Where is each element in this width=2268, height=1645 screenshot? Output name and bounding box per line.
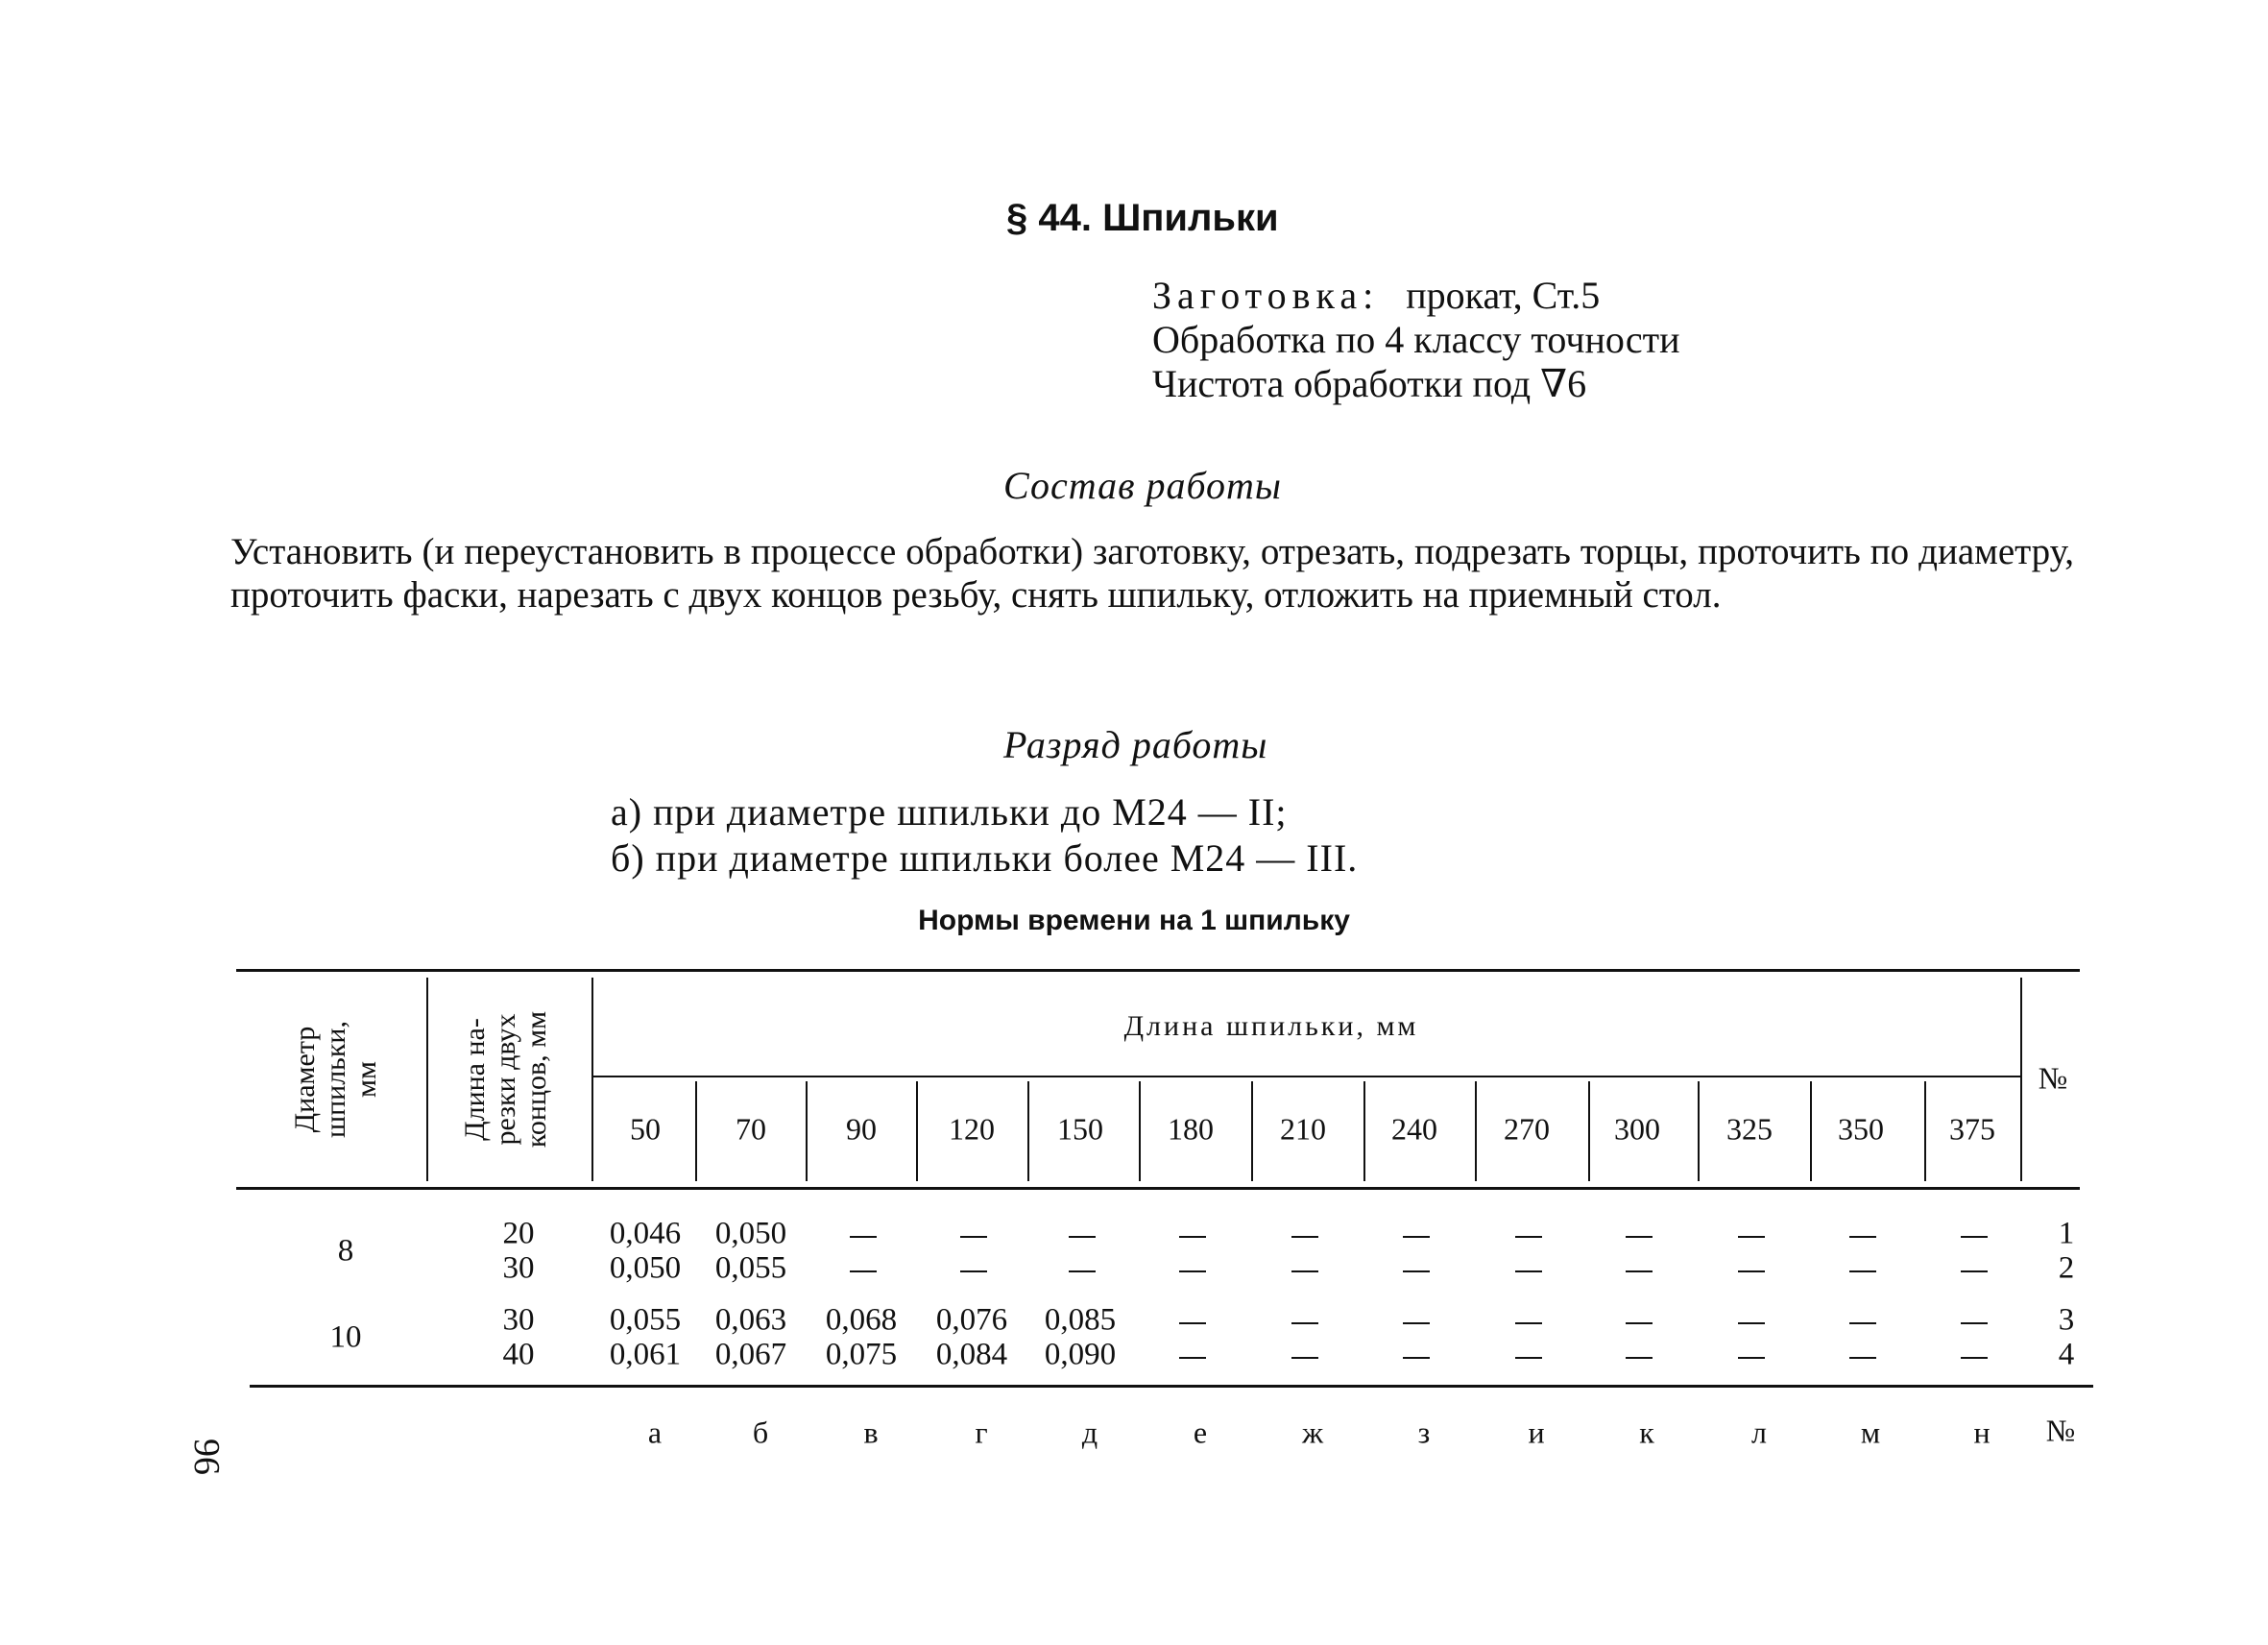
letters-number-sign: №: [2045, 1413, 2076, 1448]
empty-cell-dash: [850, 1236, 877, 1238]
time-norm-value: 0,055: [609, 1302, 682, 1338]
diameter-value: 8: [337, 1233, 354, 1269]
row-number: 2: [2058, 1250, 2075, 1286]
spec-finish-line: Чистота обработки под ∇6: [1152, 362, 1587, 405]
column-letter: к: [1639, 1415, 1654, 1450]
empty-cell-dash: [1179, 1270, 1206, 1272]
length-column-header: 300: [1614, 1111, 1660, 1147]
empty-cell-dash: [1515, 1270, 1542, 1272]
length-column-header: 50: [630, 1111, 661, 1147]
time-norm-value: 0,068: [825, 1302, 898, 1338]
empty-cell-dash: [850, 1270, 877, 1272]
empty-cell-dash: [1403, 1270, 1430, 1272]
column-letter: г: [975, 1415, 988, 1450]
column-divider: [806, 1081, 808, 1181]
time-norm-value: 0,050: [609, 1250, 682, 1286]
empty-cell-dash: [1179, 1322, 1206, 1324]
spec-blank-label: Заготовка:: [1152, 274, 1380, 317]
table-bottom-rule: [250, 1385, 2093, 1388]
length-column-header: 70: [736, 1111, 766, 1147]
length-column-header: 270: [1504, 1111, 1550, 1147]
time-norm-value: 0,084: [935, 1337, 1008, 1372]
spec-accuracy-line: Обработка по 4 классу точности: [1152, 318, 1680, 361]
column-letter: л: [1751, 1415, 1767, 1450]
column-divider: [916, 1081, 918, 1181]
empty-cell-dash: [1626, 1270, 1653, 1272]
empty-cell-dash: [1291, 1270, 1318, 1272]
column-divider: [1139, 1081, 1141, 1181]
empty-cell-dash: [1738, 1270, 1765, 1272]
empty-cell-dash: [1403, 1322, 1430, 1324]
time-norm-value: 0,090: [1044, 1337, 1117, 1372]
empty-cell-dash: [1738, 1236, 1765, 1238]
spec-blank-material: прокат, Ст.5: [1406, 274, 1601, 317]
time-norm-value: 0,055: [714, 1250, 787, 1286]
empty-cell-dash: [960, 1236, 987, 1238]
spec-blank-line: [1152, 273, 1600, 318]
empty-cell-dash: [1291, 1322, 1318, 1324]
column-divider: [1588, 1081, 1590, 1181]
empty-cell-dash: [1849, 1236, 1876, 1238]
page-number: 96: [186, 1439, 227, 1475]
table-top-rule: [236, 969, 2080, 972]
header-number: №: [2038, 1060, 2068, 1096]
empty-cell-dash: [1515, 1322, 1542, 1324]
empty-cell-dash: [1738, 1322, 1765, 1324]
column-letter: з: [1417, 1415, 1431, 1450]
column-divider: [1251, 1081, 1253, 1181]
length-column-header: 150: [1057, 1111, 1103, 1147]
empty-cell-dash: [1626, 1322, 1653, 1324]
time-norm-value: 0,046: [609, 1216, 682, 1251]
empty-cell-dash: [1403, 1357, 1430, 1359]
time-norm-value: 0,050: [714, 1216, 787, 1251]
header-diameter: Диаметр шпильки, мм: [289, 1021, 382, 1138]
header-thread-length: Длина на- резки двух концов, мм: [459, 1010, 552, 1149]
column-letter: ж: [1301, 1415, 1324, 1450]
length-column-header: 325: [1726, 1111, 1773, 1147]
diameter-value: 10: [329, 1319, 362, 1355]
empty-cell-dash: [1291, 1236, 1318, 1238]
time-norm-value: 0,063: [714, 1302, 787, 1338]
thread-length-value: 30: [502, 1302, 535, 1338]
thread-length-value: 40: [502, 1337, 535, 1372]
empty-cell-dash: [1626, 1357, 1653, 1359]
empty-cell-dash: [1291, 1357, 1318, 1359]
column-letter: б: [752, 1415, 769, 1450]
column-letter: д: [1081, 1415, 1098, 1450]
column-divider: [1810, 1081, 1812, 1181]
empty-cell-dash: [1515, 1357, 1542, 1359]
grade-line-a: а) при диаметре шпильки до М24 — II;: [611, 790, 1288, 834]
length-column-header: 120: [949, 1111, 995, 1147]
length-column-header: 350: [1838, 1111, 1884, 1147]
length-column-header: 180: [1168, 1111, 1214, 1147]
thread-length-value: 30: [502, 1250, 535, 1286]
empty-cell-dash: [1738, 1357, 1765, 1359]
empty-cell-dash: [1179, 1357, 1206, 1359]
length-column-header: 240: [1391, 1111, 1437, 1147]
empty-cell-dash: [1961, 1236, 1988, 1238]
grade-heading: Разряд работы: [1003, 723, 1268, 766]
length-column-header: 90: [846, 1111, 877, 1147]
empty-cell-dash: [1849, 1357, 1876, 1359]
empty-cell-dash: [1626, 1236, 1653, 1238]
empty-cell-dash: [960, 1270, 987, 1272]
column-letter: в: [863, 1415, 879, 1450]
empty-cell-dash: [1069, 1270, 1096, 1272]
column-divider: [1027, 1081, 1029, 1181]
length-header-rule: [591, 1076, 2020, 1077]
time-norm-value: 0,085: [1044, 1302, 1117, 1338]
column-divider: [1698, 1081, 1700, 1181]
table-title: Нормы времени на 1 шпильку: [918, 905, 1350, 936]
divider-thread: [591, 978, 593, 1181]
column-letter: и: [1528, 1415, 1545, 1450]
empty-cell-dash: [1179, 1236, 1206, 1238]
column-letter: м: [1860, 1415, 1881, 1450]
header-bottom-rule: [236, 1187, 2080, 1190]
empty-cell-dash: [1961, 1322, 1988, 1324]
empty-cell-dash: [1403, 1236, 1430, 1238]
divider-number: [2020, 978, 2022, 1181]
divider-diameter: [426, 978, 428, 1181]
section-title: § 44. Шпильки: [1006, 197, 1279, 239]
row-number: 3: [2058, 1302, 2075, 1338]
row-number: 1: [2058, 1216, 2075, 1251]
column-divider: [695, 1081, 697, 1181]
time-norm-value: 0,075: [825, 1337, 898, 1372]
column-letter: н: [1973, 1415, 1991, 1450]
time-norm-value: 0,067: [714, 1337, 787, 1372]
work-heading: Состав работы: [1003, 464, 1283, 507]
empty-cell-dash: [1961, 1357, 1988, 1359]
time-norm-value: 0,061: [609, 1337, 682, 1372]
column-letter: а: [647, 1415, 663, 1450]
empty-cell-dash: [1515, 1236, 1542, 1238]
column-divider: [1924, 1081, 1926, 1181]
grade-line-b: б) при диаметре шпильки более М24 — III.: [611, 836, 1359, 880]
length-column-header: 210: [1280, 1111, 1326, 1147]
column-divider: [1475, 1081, 1477, 1181]
column-divider: [1363, 1081, 1365, 1181]
work-description: Установить (и переустановить в процессе обработки) заготовку, отрезать, подрезать торцы, проточить по диаметру, проточить фаски, нарезать с двух концов резьбу, снять шпильку, отложить на приемный стол.: [230, 531, 2074, 616]
time-norm-value: 0,076: [935, 1302, 1008, 1338]
empty-cell-dash: [1849, 1270, 1876, 1272]
empty-cell-dash: [1961, 1270, 1988, 1272]
column-letter: е: [1193, 1415, 1208, 1450]
length-column-header: 375: [1949, 1111, 1995, 1147]
empty-cell-dash: [1849, 1322, 1876, 1324]
header-stud-length: Длина шпильки, мм: [1123, 1010, 1419, 1042]
empty-cell-dash: [1069, 1236, 1096, 1238]
row-number: 4: [2058, 1337, 2075, 1372]
thread-length-value: 20: [502, 1216, 535, 1251]
